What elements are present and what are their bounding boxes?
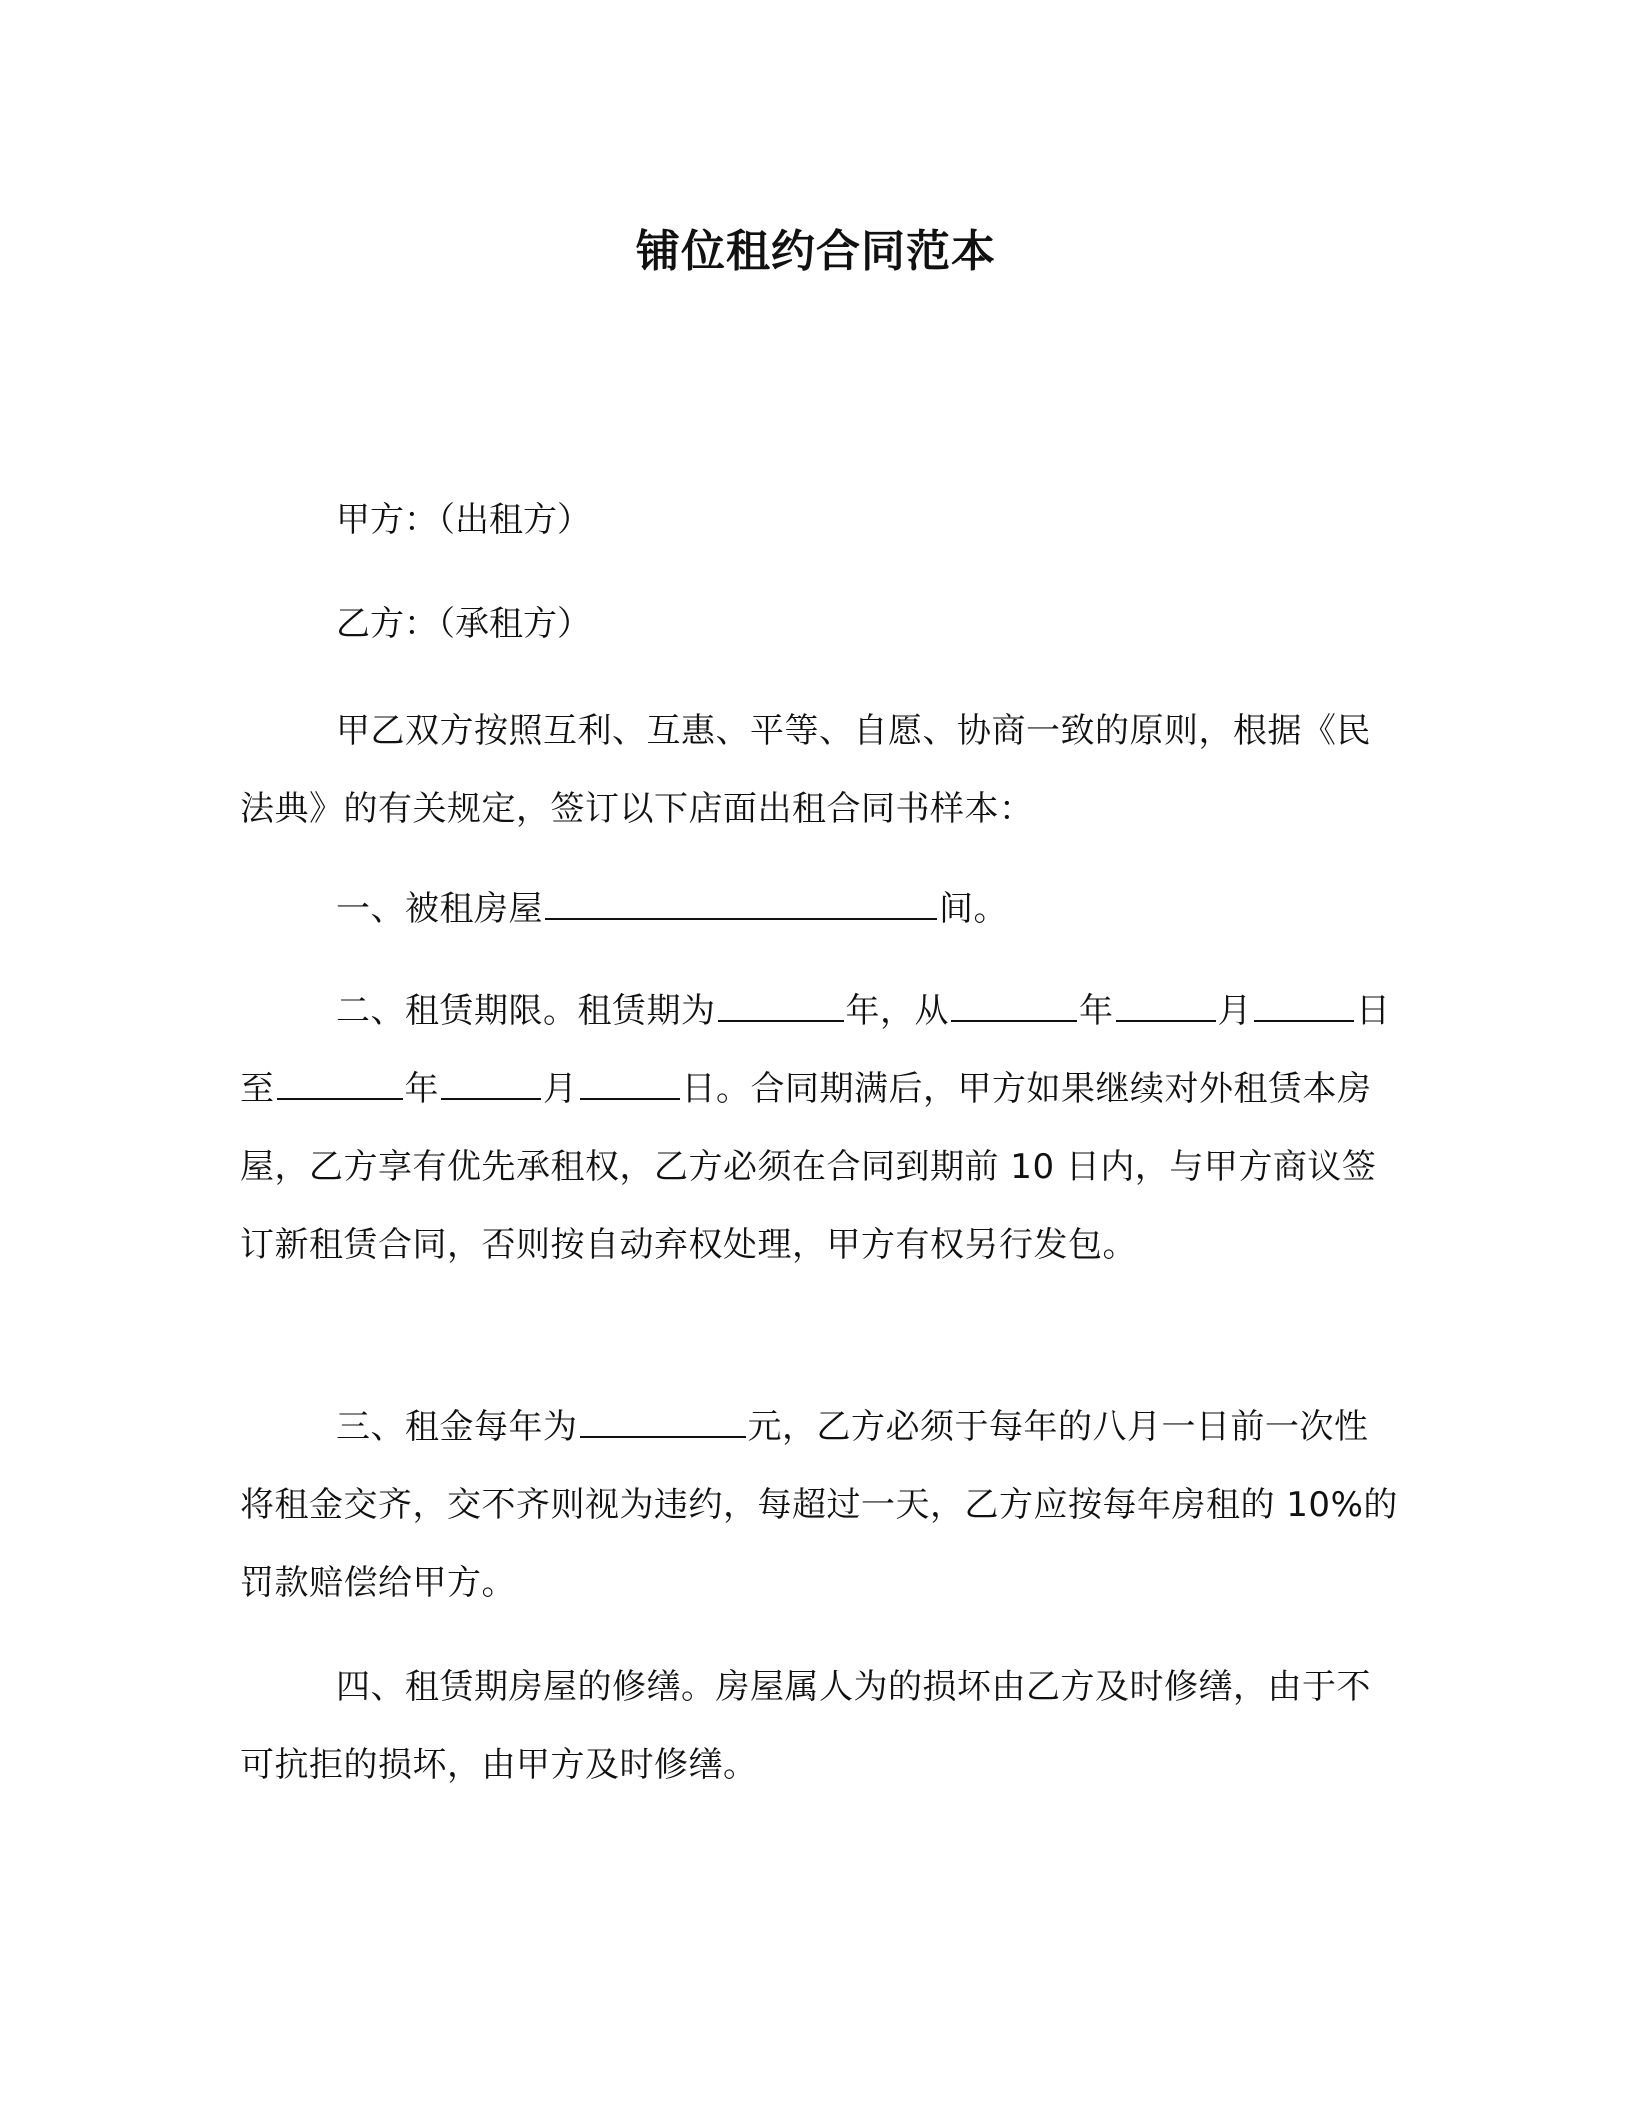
clause-2-part-7: 月 (543, 1069, 578, 1109)
clause-3-text (240, 1388, 1400, 1622)
clause-2-part-2: 年，从 (845, 991, 949, 1031)
preamble-paragraph (240, 692, 1400, 848)
party-a-line: 甲方：（出租方） (336, 500, 591, 540)
lease-years-blank (718, 994, 844, 1022)
clause-2-part-6: 年 (404, 1069, 439, 1109)
clause-3-paragraph (240, 1388, 1400, 1622)
clause-2-text (240, 972, 1400, 1284)
document-title: 铺位租约合同范本 (636, 226, 996, 277)
clause-2-part-3: 年 (1079, 991, 1114, 1031)
clause-2-part-4: 月 (1217, 991, 1252, 1031)
start-year-blank (951, 994, 1077, 1022)
clause-2-part-8: 日。合同期满后，甲方如果继续对外租赁本房屋，乙方享有优先承租权，乙方必须在合同到期前 10 日内，与甲方商议签订新租赁合同，否则按自动弃权处理，甲方有权另行发包。 (240, 1069, 1377, 1265)
end-month-blank (441, 1072, 541, 1100)
clause-2-part-5: 日至 (240, 991, 1391, 1109)
start-month-blank (1116, 994, 1216, 1022)
annual-rent-blank (580, 1410, 746, 1438)
clause-4-paragraph (240, 1648, 1400, 1804)
clause-1-suffix: 间。 (939, 889, 1008, 929)
room-count-blank (545, 892, 937, 920)
party-b-line: 乙方：（承租方） (336, 604, 591, 644)
end-day-blank (580, 1072, 680, 1100)
clause-1-prefix: 一、被租房屋 (336, 889, 543, 929)
end-year-blank (277, 1072, 403, 1100)
clause-4-text: 四、租赁期房屋的修缮。房屋属人为的损坏由乙方及时修缮，由于不可抗拒的损坏，由甲方及时修缮。 (240, 1667, 1371, 1785)
clause-3-part-1: 三、租金每年为 (336, 1407, 578, 1447)
clause-2-paragraph (240, 972, 1400, 1284)
preamble-text: 甲乙双方按照互利、互惠、平等、自愿、协商一致的原则，根据《民法典》的有关规定，签订以下店面出租合同书样本： (240, 711, 1371, 829)
clause-3-part-2: 元，乙方必须于每年的八月一日前一次性将租金交齐，交不齐则视为违约，每超过一天，乙方应按每年房租的 10%的罚款赔偿给甲方。 (240, 1407, 1398, 1603)
clause-2-part-1: 二、租赁期限。租赁期为 (336, 991, 716, 1031)
clause-1-text (240, 870, 1400, 948)
start-day-blank (1254, 994, 1354, 1022)
clause-1-paragraph (240, 870, 1400, 948)
